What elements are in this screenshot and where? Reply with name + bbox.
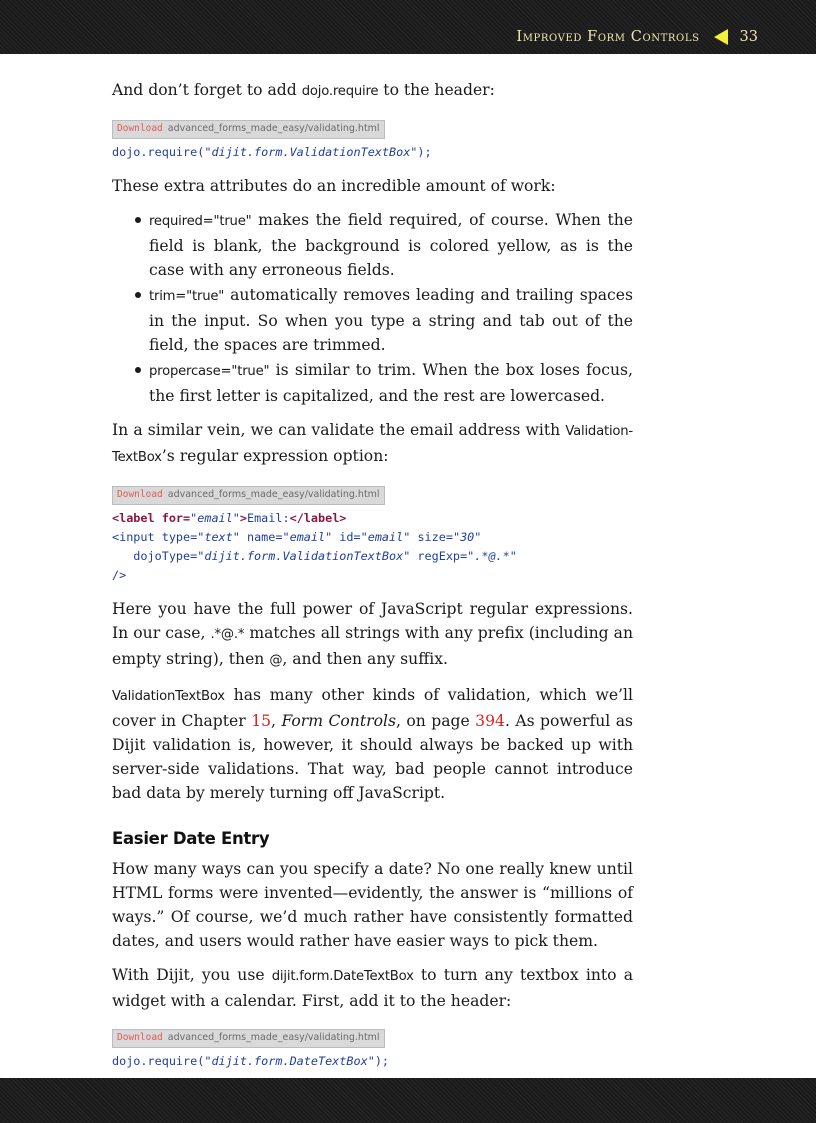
page-body [112,78,633,1083]
code-block: dojo.require("dijit.form.ValidationTextBox"); [112,145,432,159]
inline-code: propercase="true" [149,364,270,379]
page-link[interactable]: 394 [475,712,505,730]
download-label[interactable]: Download [117,489,163,500]
paragraph: Here you have the full power of JavaScript regular expressions. In our case, .*@.* matches all strings with any prefix (including an empty string), then @, and then any suffix. [112,600,633,668]
bullet-list [112,208,633,408]
download-label[interactable]: Download [117,123,163,134]
download-bar[interactable] [112,486,385,505]
code-block: dojo.require("dijit.form.DateTextBox"); [112,1054,390,1068]
download-label[interactable]: Download [117,1032,163,1043]
download-path[interactable]: advanced_forms_made_easy/validating.html [167,489,380,500]
paragraph: With Dijit, you use dijit.form.DateTextBox to turn any textbox into a widget with a calendar. First, add it to the header: [112,966,633,1010]
download-path[interactable]: advanced_forms_made_easy/validating.html [167,123,380,134]
header-band [0,0,816,54]
running-head-title: Improved Form Controls [516,29,700,45]
download-bar[interactable] [112,120,385,139]
paragraph: In a similar vein, we can validate the email address with Validation-TextBox’s regular expression option: [112,421,633,465]
section-heading: Easier Date Entry [112,829,270,848]
inline-code: dojo.require [301,84,379,99]
running-head [516,29,758,45]
list-item: trim="true" automatically removes leading and trailing spaces in the input. So when you type a string and tab out of the field, the spaces are trimmed. [135,283,633,357]
download-bar[interactable] [112,1029,385,1048]
list-item: propercase="true" is similar to trim. When the box loses focus, the first letter is capitalized, and the rest are lowercased. [135,358,633,408]
paragraph: And don’t forget to add dojo.require to the header: [112,81,495,99]
inline-code: trim="true" [149,289,225,304]
chapter-link[interactable]: 15 [251,712,272,730]
list-item: required="true" makes the field required, of course. When the field is blank, the background is colored yellow, as is the case with any erroneous fields. [135,208,633,282]
paragraph: These extra attributes do an incredible amount of work: [112,177,556,195]
code-block: <label for="email">Email:</label> <input type="text" name="email" id="email" size="30" dojoType="dijit.form.ValidationTextBox" regExp=".*@.*" /> [112,511,517,582]
inline-code: .*@.* [210,627,245,642]
paragraph: ValidationTextBox has many other kinds of validation, which we’ll cover in Chapter 15, Form Controls, on page 394. As powerful as Dijit validation is, however, it should always be backed up with server-side validations. That way, bad people cannot introduce bad data by merely turning off JavaScript. [112,686,634,802]
chapter-title: Form Controls [281,712,396,730]
left-arrow-icon [714,29,728,45]
inline-code: Validation-TextBox [112,424,633,465]
page-number: 33 [739,29,758,45]
inline-code: ValidationTextBox [112,689,225,704]
paragraph: How many ways can you specify a date? No one really knew until HTML forms were invented—evidently, the answer is “millions of ways.” Of course, we’d much rather have consistently formatted dates, and users would rather have easier ways to pick them. [112,860,633,950]
download-path[interactable]: advanced_forms_made_easy/validating.html [167,1032,380,1043]
inline-code: required="true" [149,214,252,229]
inline-code: dijit.form.DateTextBox [271,969,414,984]
footer-band [0,1078,816,1123]
inline-code: @ [269,653,283,668]
